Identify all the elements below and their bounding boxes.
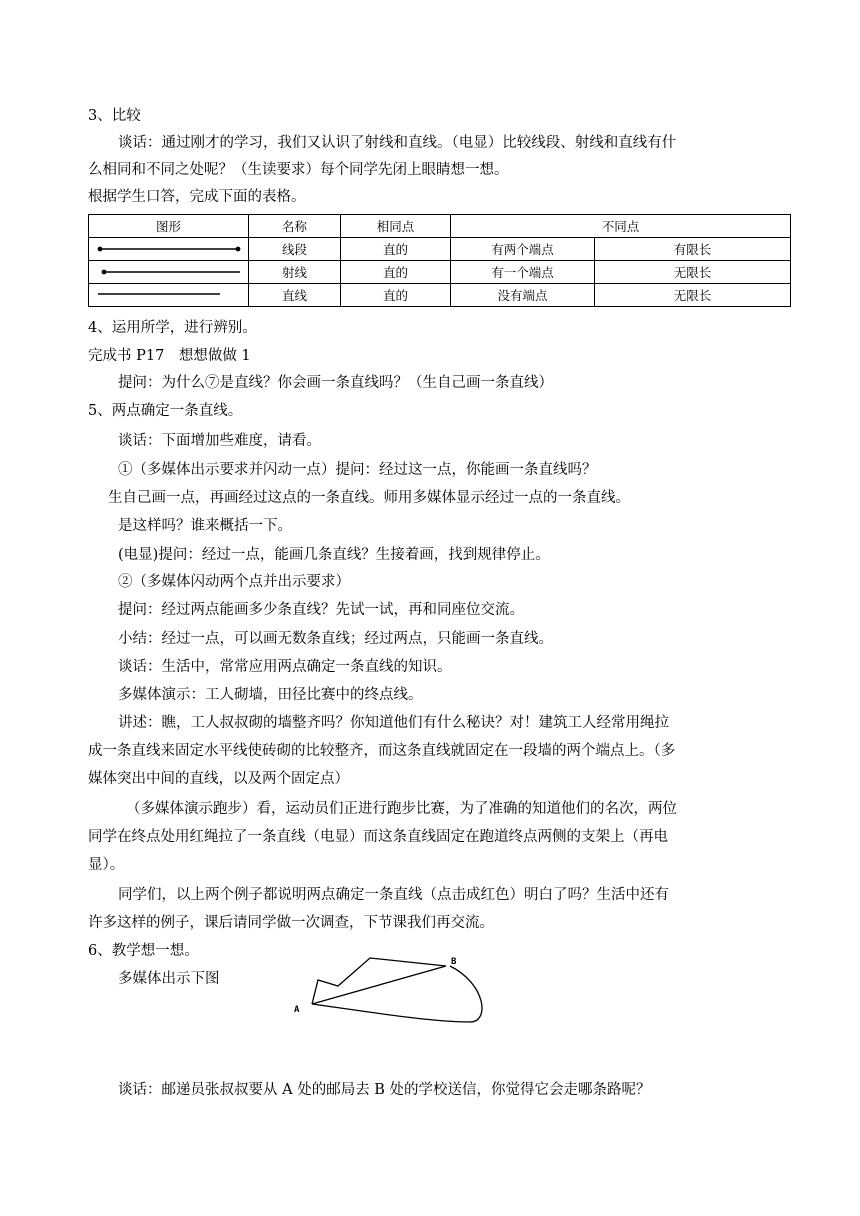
section-5-paragraph: (电显)提问：经过一点，能画几条直线？生接着画，找到规律停止。 [118,547,550,563]
row-name: 直线 [249,284,341,307]
header-same: 相同点 [341,215,451,238]
table-header-row [89,215,791,238]
row-endpoints: 有一个端点 [451,261,595,284]
section-5-paragraph-line: 成一条直线来固定水平线使砖砌的比较整齐，而这条直线就固定在一段墙的两个端点上。（多 [88,743,676,759]
straight-route [312,966,446,1004]
section-4-paragraph: 提问：为什么⑦是直线？你会画一条直线吗？（生自己画一条直线） [118,375,553,391]
section-5-paragraph: ②（多媒体闪动两个点并出示要求） [118,574,350,590]
section-5-paragraph-line: 显）。 [88,857,125,873]
section-5-paragraph: 谈话：生活中，常常应用两点确定一条直线的知识。 [118,659,452,675]
section-3-heading: 3、比较 [88,108,141,124]
table-row [89,261,791,284]
header-name: 名称 [249,215,341,238]
comparison-table [88,214,791,307]
row-length: 无限长 [595,284,791,307]
section-6-heading: 6、教学想一想。 [88,943,199,959]
row-name: 线段 [249,238,341,261]
section-4-paragraph: 完成书 P17 想想做做 1 [88,348,251,364]
section-5-paragraph: ①（多媒体出示要求并闪动一点）提问：经过这一点，你能画一条直线吗？ [118,462,597,478]
row-name: 射线 [249,261,341,284]
section-5-paragraph-line: 讲述：瞧，工人叔叔砌的墙整齐吗？你知道他们有什么秘诀？对！建筑工人经常用绳拉 [118,715,669,731]
table-row [89,284,791,307]
point-b-label: B [451,957,457,967]
section-5-paragraph: 生自己画一点，再画经过这点的一条直线。师用多媒体显示经过一点的一条直线。 [108,490,630,506]
zigzag-route [312,958,446,1004]
section-5-paragraph: 谈话：下面增加些难度，请看。 [118,433,321,449]
row-length: 有限长 [595,238,791,261]
line-figure [89,284,249,307]
row-length: 无限长 [595,261,791,284]
section-6-paragraph: 谈话：邮递员张叔叔要从 A 处的邮局去 B 处的学校送信，你觉得它会走哪条路呢？ [118,1082,651,1098]
section-5-paragraph-line: 同学在终点处用红绳拉了一条直线（电显）而这条直线固定在跑道终点两侧的支架上（再电 [88,829,668,845]
curved-route [312,966,482,1022]
section-5-paragraph: 多媒体演示：工人砌墙，田径比赛中的终点线。 [118,687,423,703]
section-5-paragraph-line: （多媒体演示跑步）看，运动员们正进行跑步比赛，为了准确的知道他们的名次，两位 [126,801,677,817]
section-5-paragraph-line: 媒体突出中间的直线，以及两个固定点） [88,771,349,787]
row-same: 直的 [341,261,451,284]
section-5-paragraph: 是这样吗？谁来概括一下。 [118,518,292,534]
section-3-paragraph-line: 谈话：通过刚才的学习，我们又认识了射线和直线。（电显）比较线段、射线和直线有什 [118,135,677,151]
table-row [89,238,791,261]
section-5-paragraph: 提问：经过两点能画多少条直线？先试一试，再和同座位交流。 [118,602,524,618]
section-6-paragraph: 多媒体出示下图 [118,971,220,987]
segment-figure [89,238,249,261]
row-endpoints: 有两个端点 [451,238,595,261]
section-5-paragraph-line: 同学们，以上两个例子都说明两点确定一条直线（点击成红色）明白了吗？生活中还有 [118,887,669,903]
row-endpoints: 没有端点 [451,284,595,307]
route-diagram [290,948,490,1028]
section-5-heading: 5、两点确定一条直线。 [88,403,243,419]
section-3-table-intro: 根据学生口答，完成下面的表格。 [88,189,306,205]
section-5-paragraph-line: 许多这样的例子，课后请同学做一次调查，下节课我们再交流。 [88,915,494,931]
section-3-paragraph-line: 么相同和不同之处呢？（生读要求）每个同学先闭上眼睛想一想。 [88,162,509,178]
point-a-label: A [294,1005,300,1015]
section-4-heading: 4、运用所学，进行辨别。 [88,320,257,336]
row-same: 直的 [341,238,451,261]
section-5-paragraph: 小结：经过一点，可以画无数条直线；经过两点，只能画一条直线。 [118,631,553,647]
header-figure: 图形 [89,215,249,238]
header-diff: 不同点 [451,215,791,238]
row-same: 直的 [341,284,451,307]
ray-figure [89,261,249,284]
